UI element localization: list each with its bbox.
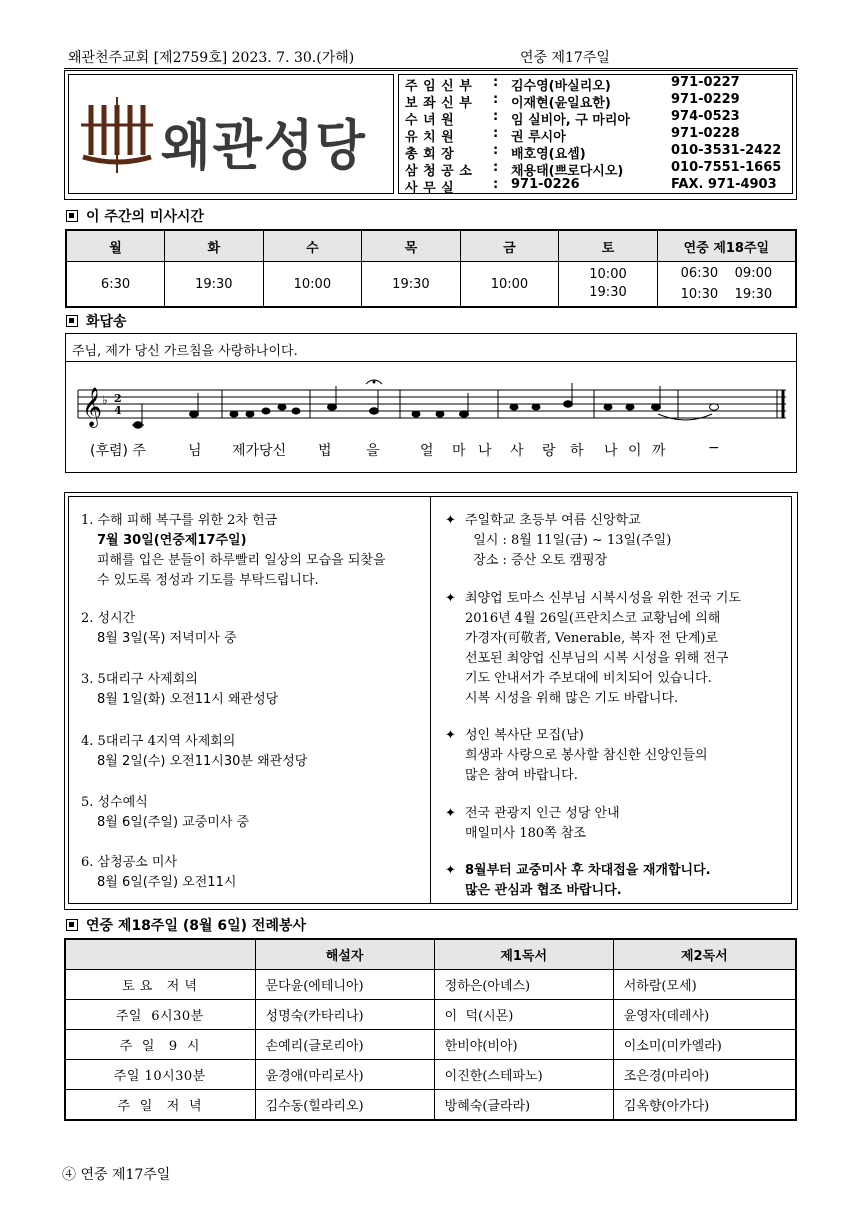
notice-item: ✦ 전국 관광지 인근 성당 안내 매일미사 180쪽 참조 (445, 806, 620, 841)
logo-box (68, 74, 394, 194)
issue-info: 왜관천주교회 [제2759호] 2023. 7. 30.(가해) (68, 50, 355, 66)
staff-row: 주 임 신 부 : 김수영(바실리오) 971-0227 (405, 75, 740, 94)
notice-box (64, 492, 798, 910)
section-bullet-icon (66, 210, 78, 222)
staff-row: 총 회 장 : 배호영(요셉) 010-3531-2422 (405, 143, 782, 162)
church-name: 왜관성당 (161, 114, 367, 177)
notice-item: ✦ 성인 복사단 모집(남) 희생과 사랑으로 봉사할 참신한 신앙인들의 많은 참여 바랍니다. (445, 728, 708, 783)
star-bullet-icon: ✦ (445, 728, 456, 743)
mass-time-table (65, 229, 797, 308)
staff-row: 사 무 실 : 971-0226 FAX. 971-4903 (405, 177, 777, 196)
section-bullet-icon (66, 919, 78, 931)
table-row: 주일 10시30분 윤경애(마리로사) 이진한(스테파노) 조은경(마리아) (65, 1060, 796, 1090)
staff-row: 보 좌 신 부 : 이재현(윤일요한) 971-0229 (405, 92, 740, 111)
bulletin-header (64, 44, 798, 69)
svg-text:♭: ♭ (102, 393, 108, 407)
staff-row: 수 녀 원 : 임 실비아, 구 마리아 974-0523 (405, 109, 740, 128)
notice-item: 1. 수해 피해 복구를 위한 2차 헌금 7월 30일(연중제17주일) 피해를 입은 분들이 하루빨리 일상의 모습을 되찾을 수 있도록 정성과 기도를 부탁드립니다. (81, 513, 386, 588)
notice-item: 4. 5대리구 4지역 사제회의 8월 2일(수) 오전11시30분 왜관성당 (81, 734, 308, 769)
sunday-title: 연중 제17주일 (520, 50, 610, 66)
notice-item: ✦ 최양업 토마스 신부님 시복시성을 위한 전국 기도 2016년 4월 26일(프란치스코 교황님에 의해 가경자(可敬者, Venerable, 복자 전 단계)로 선포된 최양업 신부님의 시복 시성을 위해 전구 기도 안내서가 주보대에 비치되어 있습니다. 시복 시성을 위해 많은 기도 바랍니다. (445, 591, 741, 706)
star-bullet-icon: ✦ (445, 513, 456, 528)
psalm-text: 주님, 제가 당신 가르침을 사랑하나이다. (72, 344, 298, 359)
notice-right-column (430, 496, 792, 904)
staff-row: 삼 청 공 소 : 채용태(쁘로다시오) 010-7551-1665 (405, 160, 782, 179)
notice-item: ✦ 주일학교 초등부 여름 신앙학교 일시 : 8월 11일(금) ~ 13일(주일) 장소 : 증산 오토 캠핑장 (445, 513, 672, 568)
psalm-box: 주님, 제가 당신 가르침을 사랑하나이다. 𝄞 ♭ 2 4 (후렴) 주 님 제가당신 법 을 얼 마 나 사 랑 하 나 이 까 − (65, 333, 797, 473)
notice-item: 6. 삼청공소 미사 8월 6일(주일) 오전11시 (81, 855, 237, 890)
service-table (64, 938, 797, 1121)
table-row: 6:30 19:30 10:00 19:30 10:00 10:00 19:30 06:30 09:00 10:30 19:30 (66, 262, 796, 308)
mass-section-title: 이 주간의 미사시간 (66, 206, 204, 226)
table-row: 토 요 저 녁 문다윤(에테니아) 정하은(아녜스) 서하람(모세) (65, 970, 796, 1000)
staff-directory (398, 74, 793, 194)
star-bullet-icon: ✦ (445, 591, 456, 606)
star-bullet-icon: ✦ (445, 806, 456, 821)
star-bullet-icon: ✦ (445, 863, 456, 878)
notice-item: 2. 성시간 8월 3일(목) 저녁미사 중 (81, 611, 237, 646)
table-header-row: 해설자 제1독서 제2독서 (65, 939, 796, 970)
svg-text:2: 2 (114, 392, 122, 405)
notice-item: 5. 성수예식 8월 6일(주일) 교중미사 중 (81, 795, 250, 830)
table-row: 주 일 저 녁 김수동(힐라리오) 방혜숙(글라라) 김옥향(아가다) (65, 1090, 796, 1121)
svg-text:𝄞: 𝄞 (82, 387, 103, 427)
svg-text:4: 4 (114, 404, 122, 417)
table-header-row: 월 화 수 목 금 토 연중 제18주일 (66, 230, 796, 262)
staff-row: 유 치 원 : 권 루시아 971-0228 (405, 126, 740, 145)
church-logo-icon (77, 95, 157, 175)
notice-left-column (68, 496, 430, 904)
notice-item: ✦ 8월부터 교중미사 후 차대접을 재개합니다. 많은 관심과 협조 바랍니다. (445, 863, 711, 898)
notice-item: 3. 5대리구 사제회의 8월 1일(화) 오전11시 왜관성당 (81, 672, 279, 707)
masthead (64, 70, 797, 200)
service-section-title: 연중 제18주일 (8월 6일) 전례봉사 (66, 915, 306, 935)
section-bullet-icon (66, 315, 78, 327)
page-footer: ④ 연중 제17주일 (62, 1167, 171, 1183)
music-staff (74, 374, 794, 444)
saturday-times: 10:00 19:30 (559, 262, 658, 308)
psalm-section-title: 화답송 (66, 311, 127, 331)
table-row: 주일 6시30분 성명숙(카타리나) 이 덕(시몬) 윤영자(데레사) (65, 1000, 796, 1030)
table-row: 주 일 9 시 손예리(글로리아) 한비야(비아) 이소미(미카엘라) (65, 1030, 796, 1060)
sunday-times: 06:30 09:00 10:30 19:30 (657, 262, 796, 308)
